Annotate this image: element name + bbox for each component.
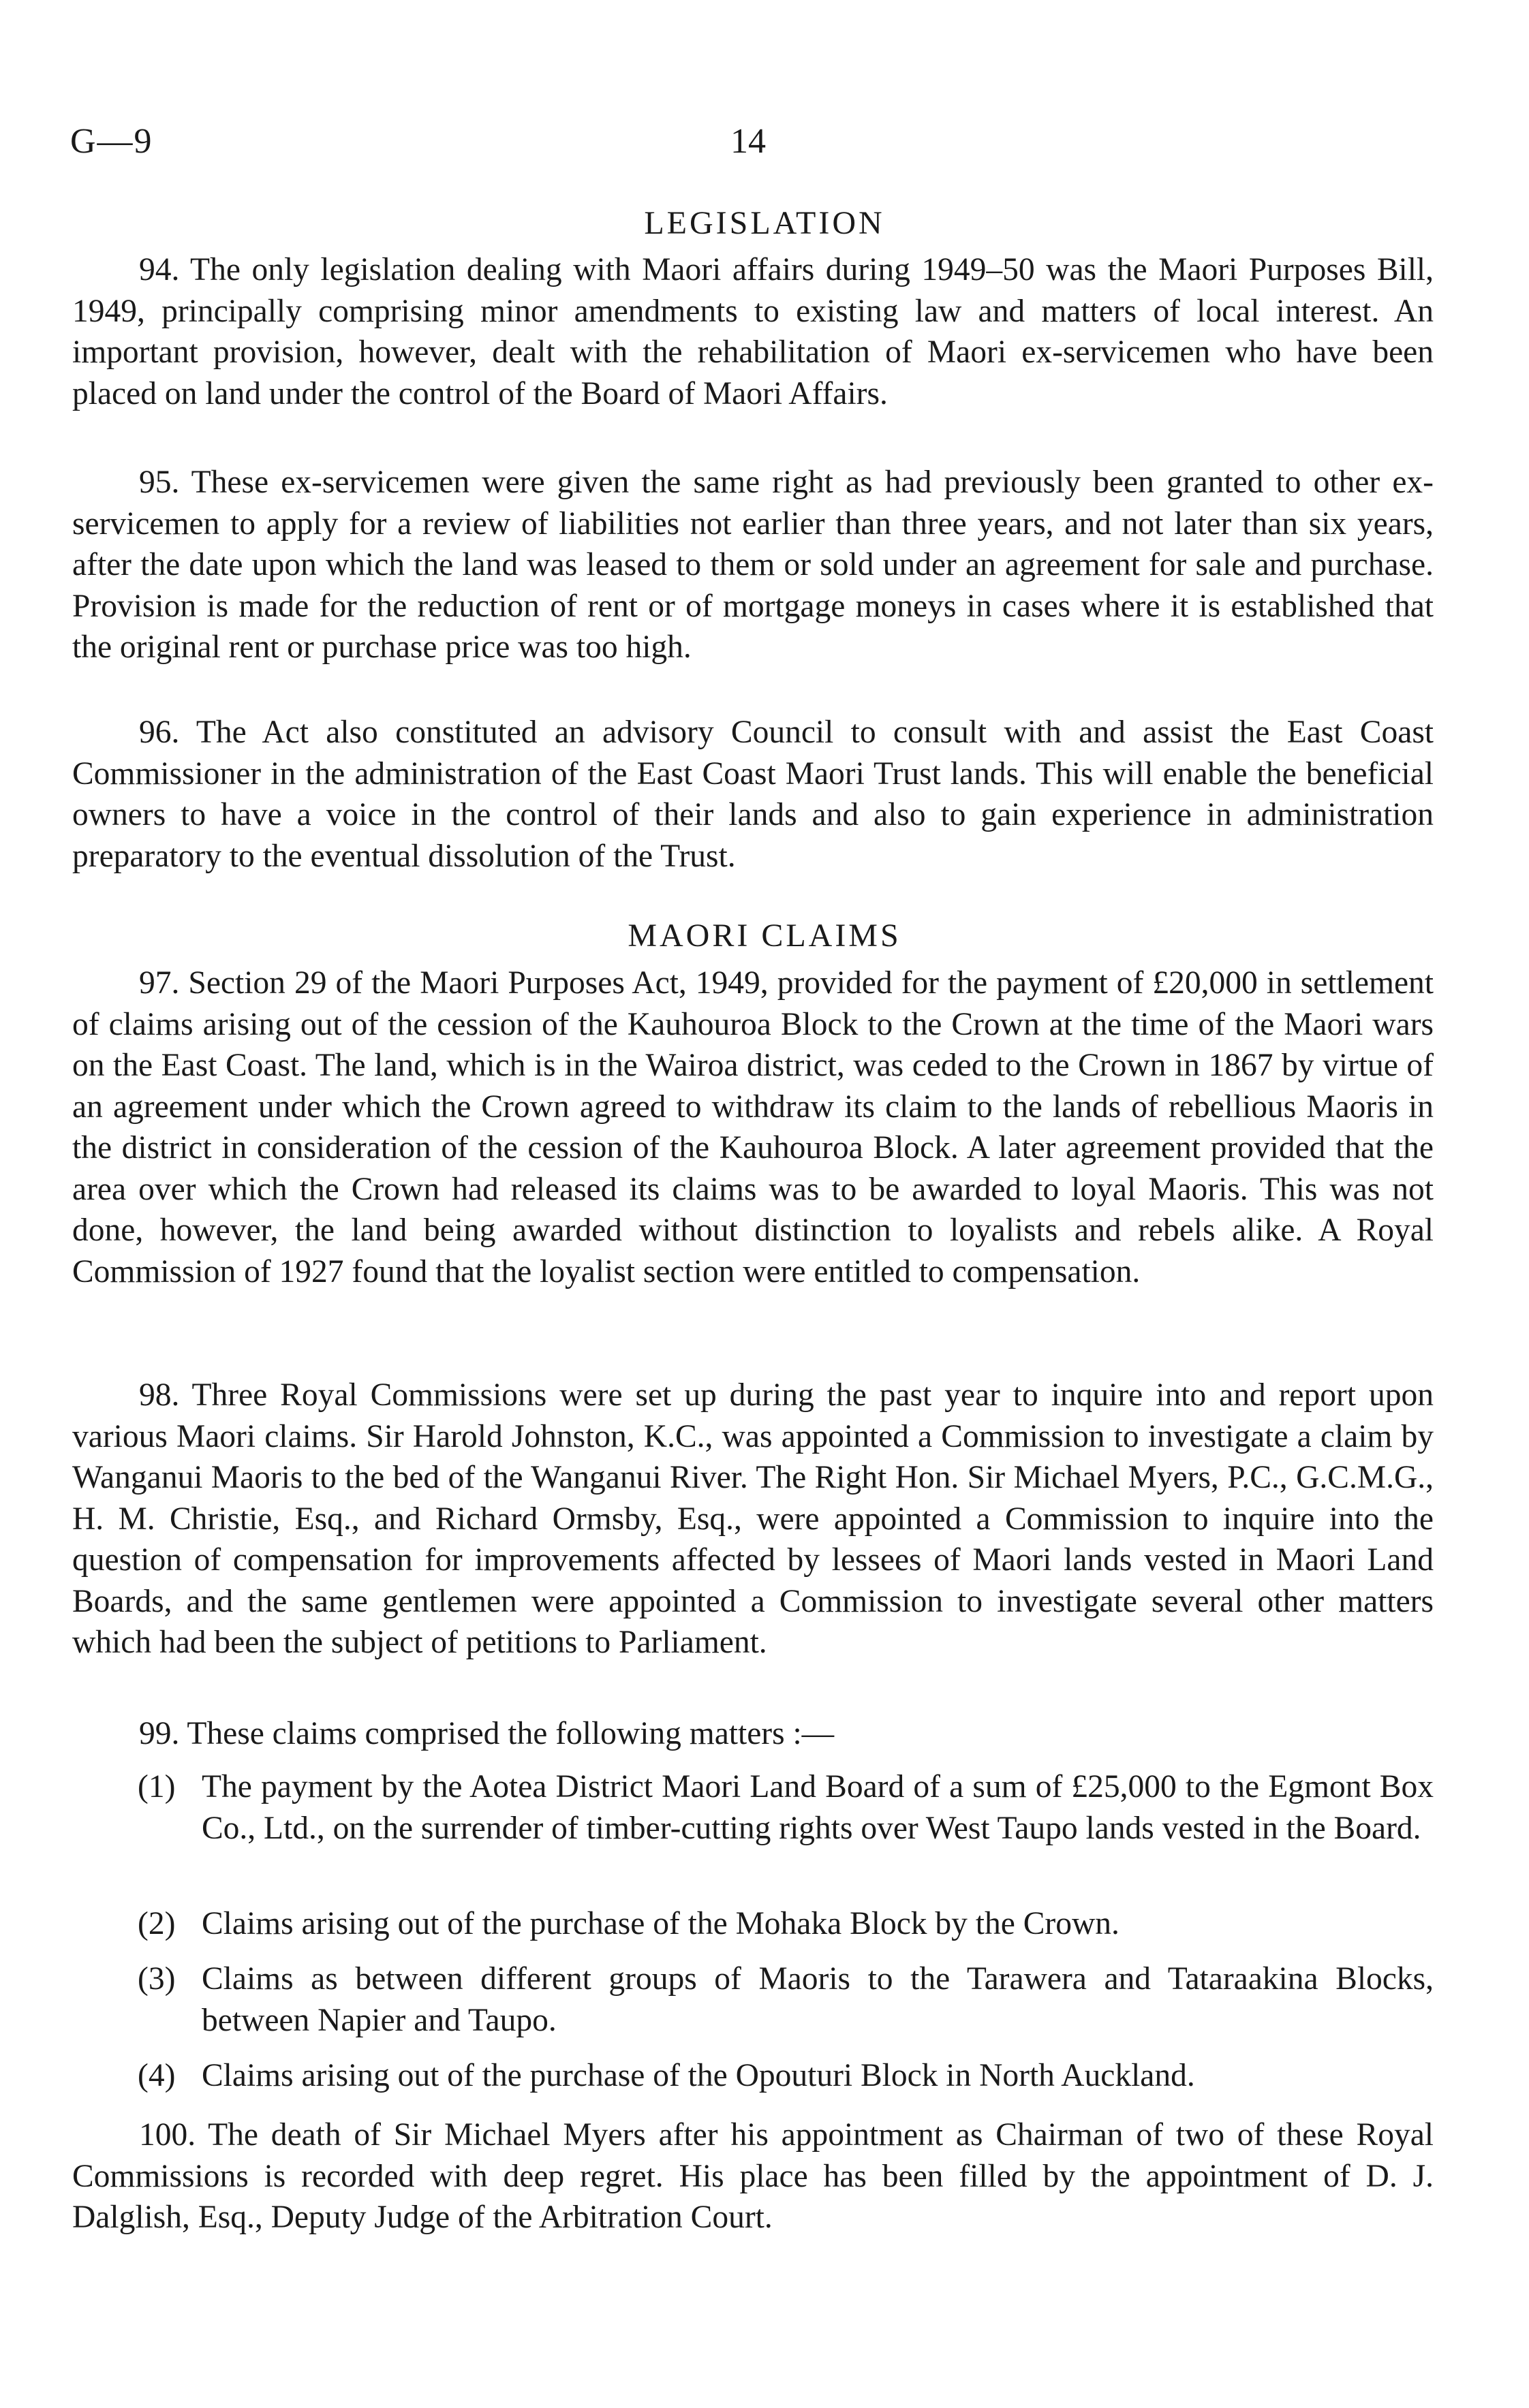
paragraph-100: 100. The death of Sir Michael Myers after his appointment as Chairman of two of these Royal Commissions is recorded with deep regret. His place has been filled by the appointment of D. J. Dalglish, Esq., Deputy Judge of the Arbitration Court. [72, 2117, 1434, 2235]
list-item-claim-2 [138, 1903, 1434, 1945]
list-item-text: Claims as between different groups of Maoris to the Tarawera and Tataraakina Blocks, between Napier and Taupo. [202, 1961, 1434, 2038]
list-item-number: (4) [138, 2058, 176, 2093]
page-number: 14 [730, 122, 766, 161]
paragraph-97: 97. Section 29 of the Maori Purposes Act, 1949, provided for the payment of £20,000 in settlement of claims arising out of the cession of the Kauhouroa Block to the Crown at the time of the Maori wars on the East Coast. The land, which is in the Wairoa district, was ceded to the Crown in 1867 by virtue of an agreement under which the Crown agreed to withdraw its claim to the lands of rebellious Maoris in the district in consideration of the cession of the Kauhouroa Block. A later agreement provided that the area over which the Crown had released its claims was to be awarded to loyal Maoris. This was not done, however, the land being awarded without distinction to loyalists and rebels alike. A Royal Commission of 1927 found that the loyalist section were entitled to compensation. [72, 965, 1434, 1289]
list-item-claim-4 [138, 2055, 1434, 2097]
list-item-text: The payment by the Aotea District Maori Land Board of a sum of £25,000 to the Egmont Box Co., Ltd., on the surrender of timber-cutting rights over West Taupo lands vested in the Board. [202, 1769, 1434, 1846]
list-item-text: Claims arising out of the purchase of the Opouturi Block in North Auckland. [202, 2058, 1195, 2093]
paragraph-95: 95. These ex-servicemen were given the same right as had previously been granted to other ex-servicemen to apply for a review of liabilities not earlier than three years, and not later than six years, after the date upon which the land was leased to them or sold under an agreement for sale and purchase. Provision is made for the reduction of rent or of mortgage moneys in cases where it is established that the original rent or purchase price was too high. [72, 465, 1434, 665]
list-item-claim-1 [138, 1766, 1434, 1849]
list-item-number: (3) [138, 1961, 176, 1997]
section-heading-maori-claims: MAORI CLAIMS [628, 918, 901, 954]
list-item-number: (2) [138, 1906, 176, 1941]
paragraph-94: 94. The only legislation dealing with Maori affairs during 1949–50 was the Maori Purposes Bill, 1949, principally comprising minor amendments to existing law and matters of local interest. An important provision, however, dealt with the rehabilitation of Maori ex-servicemen who have been placed on land under the control of the Board of Maori Affairs. [72, 252, 1434, 411]
paragraph-99: 99. These claims comprised the following matters :— [139, 1716, 835, 1751]
list-item-text: Claims arising out of the purchase of the Mohaka Block by the Crown. [202, 1906, 1119, 1941]
section-heading-legislation: LEGISLATION [644, 205, 885, 241]
paragraph-98: 98. Three Royal Commissions were set up during the past year to inquire into and report upon various Maori claims. Sir Harold Johnston, K.C., was appointed a Commission to investigate a claim by Wanganui Maoris to the bed of the Wanganui River. The Right Hon. Sir Michael Myers, P.C., G.C.M.G., H. M. Christie, Esq., and Richard Ormsby, Esq., were appointed a Commission to inquire into the question of compensation for improvements affected by lessees of Maori lands vested in Maori Land Boards, and the same gentlemen were appointed a Commission to investigate several other matters which had been the subject of petitions to Parliament. [72, 1377, 1434, 1660]
list-item-claim-3 [138, 1958, 1434, 2041]
document-reference: G—9 [70, 122, 153, 161]
list-item-number: (1) [138, 1769, 176, 1804]
paragraph-96: 96. The Act also constituted an advisory Council to consult with and assist the East Coast Commissioner in the administration of the East Coast Maori Trust lands. This will enable the beneficial owners to have a voice in the control of their lands and also to gain experience in administration preparatory to the eventual dissolution of the Trust. [72, 715, 1434, 874]
